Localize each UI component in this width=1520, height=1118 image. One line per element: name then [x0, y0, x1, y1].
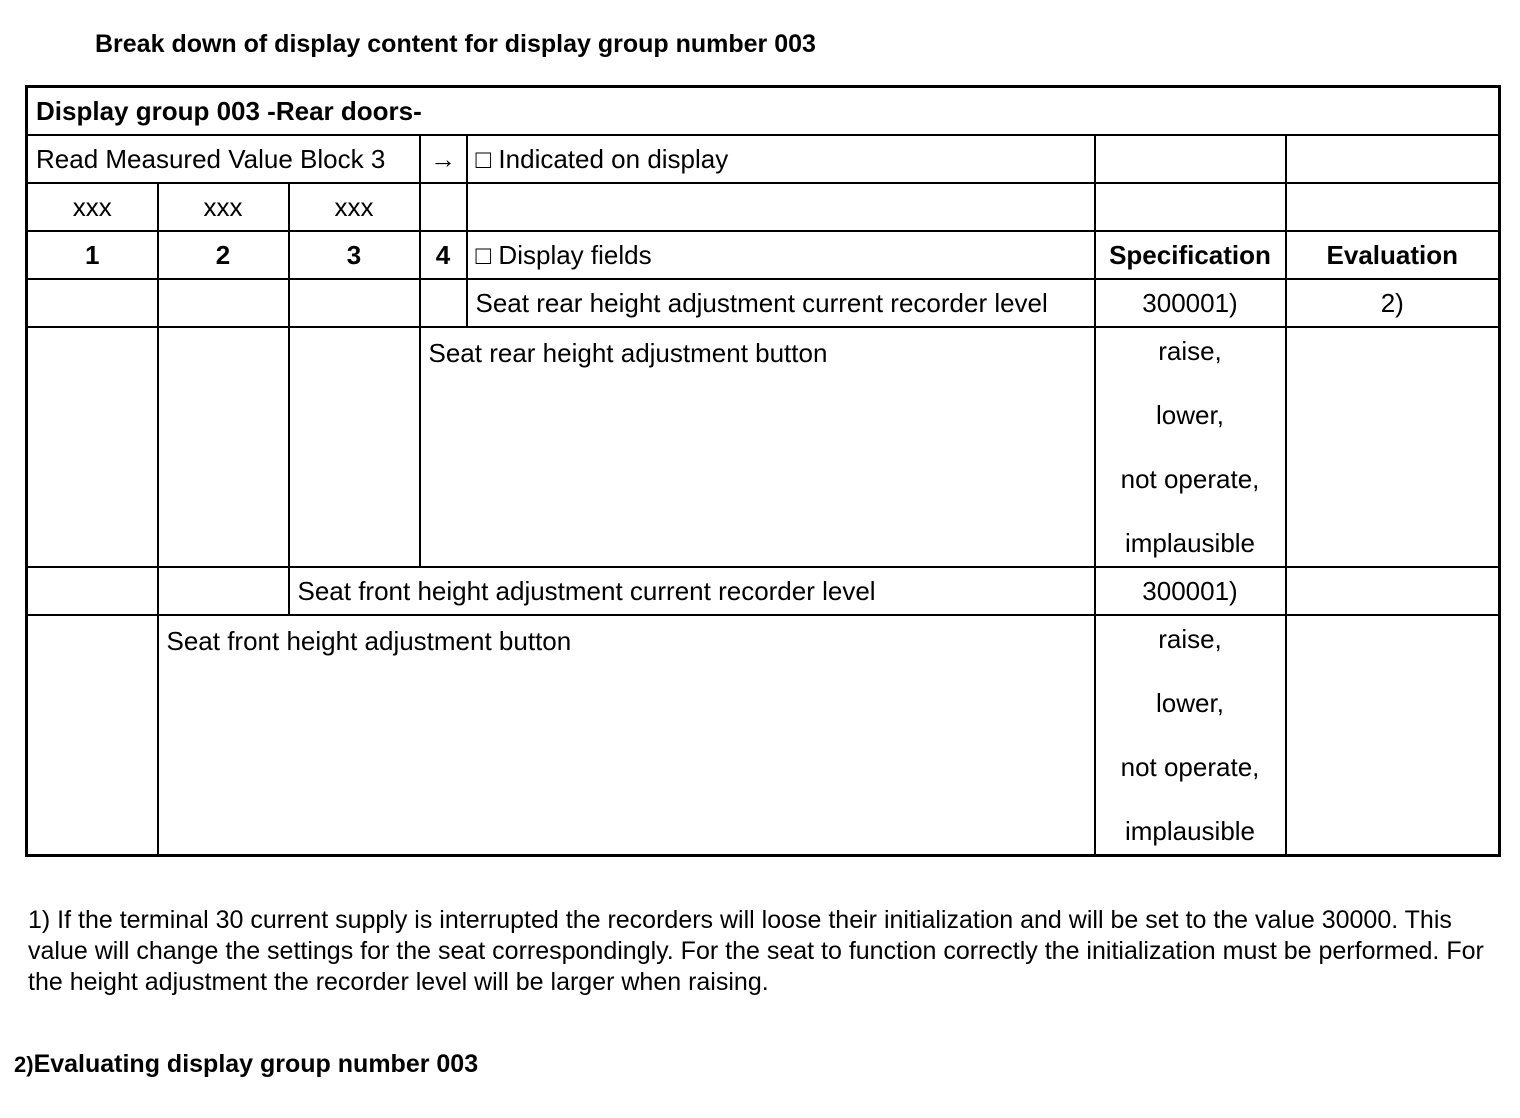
- specification-value: [1095, 615, 1286, 855]
- field-description: Seat rear height adjustment current recorder level: [467, 279, 1095, 327]
- read-block-label: Read Measured Value Block 3: [27, 135, 420, 183]
- display-group-table: [25, 85, 1501, 857]
- header-row: [27, 231, 1500, 279]
- read-block-row: [27, 135, 1500, 183]
- empty-cell: [158, 327, 289, 567]
- empty-cell: [289, 327, 420, 567]
- table-row: [27, 279, 1500, 327]
- evaluation-header: Evaluation: [1286, 231, 1500, 279]
- indicated-label: □ Indicated on display: [467, 135, 1095, 183]
- empty-cell: [420, 279, 467, 327]
- table-title-row: [27, 87, 1500, 136]
- spec-line: implausible: [1124, 528, 1256, 558]
- specification-value: 300001): [1095, 279, 1286, 327]
- spec-line: raise,: [1158, 624, 1222, 654]
- empty-cell: [27, 615, 158, 855]
- specification-header: Specification: [1095, 231, 1286, 279]
- empty-cell: [1095, 183, 1286, 231]
- spec-line: not operate,: [1120, 464, 1260, 494]
- spec-line: not operate,: [1120, 752, 1260, 782]
- field-number: 1: [27, 231, 158, 279]
- placeholder-value: xxx: [158, 183, 289, 231]
- field-description: Seat front height adjustment current recorder level: [289, 567, 1095, 615]
- field-description: Seat front height adjustment button: [158, 615, 1095, 855]
- empty-cell: [1286, 567, 1500, 615]
- field-number: 4: [420, 231, 467, 279]
- display-fields-header: □ Display fields: [467, 231, 1095, 279]
- footnote-mark: 2): [14, 1052, 34, 1077]
- spec-line: lower,: [1156, 688, 1224, 718]
- empty-cell: [27, 327, 158, 567]
- specification-value: 300001): [1095, 567, 1286, 615]
- spec-line: lower,: [1156, 400, 1224, 430]
- placeholder-value: xxx: [289, 183, 420, 231]
- specification-value: [1095, 327, 1286, 567]
- empty-cell: [158, 567, 289, 615]
- table-row: [27, 567, 1500, 615]
- placeholder-value: xxx: [27, 183, 158, 231]
- table-row: [27, 615, 1500, 855]
- empty-cell: [1095, 135, 1286, 183]
- empty-cell: [289, 279, 420, 327]
- field-number: 2: [158, 231, 289, 279]
- spec-line: implausible: [1124, 816, 1256, 846]
- evaluation-ref: 2): [1286, 279, 1500, 327]
- placeholder-row: [27, 183, 1500, 231]
- footnote-2-text: Evaluating display group number 003: [33, 1050, 479, 1078]
- footnote-1: 1) If the terminal 30 current supply is interrupted the recorders will loose their initialization and will be set to the value 30000. This value will change the settings for the seat correspondingly. For the seat to function correctly the initialization must be performed. For the height adjustment the recorder level will be larger when raising.: [28, 906, 1484, 996]
- field-description: Seat rear height adjustment button: [420, 327, 1095, 567]
- empty-cell: [1286, 135, 1500, 183]
- arrow-icon: →: [420, 135, 467, 183]
- empty-cell: [1286, 327, 1500, 567]
- footnote-2: [14, 1050, 478, 1079]
- empty-cell: [27, 279, 158, 327]
- table-row: [27, 327, 1500, 567]
- table-title: Display group 003 -Rear doors-: [27, 87, 1500, 136]
- spec-line: raise,: [1158, 336, 1222, 366]
- empty-cell: [1286, 615, 1500, 855]
- empty-cell: [420, 183, 467, 231]
- empty-cell: [1286, 183, 1500, 231]
- empty-cell: [467, 183, 1095, 231]
- field-number: 3: [289, 231, 420, 279]
- empty-cell: [158, 279, 289, 327]
- empty-cell: [27, 567, 158, 615]
- page-title: Break down of display content for display group number 003: [95, 30, 816, 58]
